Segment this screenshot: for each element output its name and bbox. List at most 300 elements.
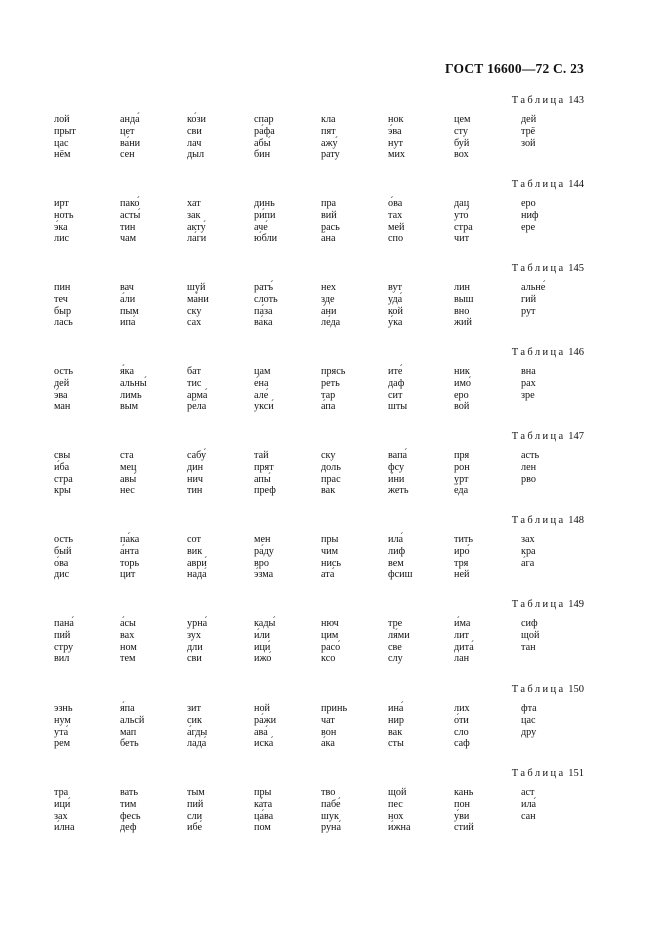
table-cell: трё [521, 125, 536, 137]
table-cell: вий [321, 209, 337, 221]
table-column [120, 114, 140, 161]
table-column [54, 450, 73, 497]
table-column [454, 787, 474, 834]
table-cell: бат [187, 366, 201, 377]
table-cell: кой [388, 305, 403, 317]
table-cell: зах [54, 810, 68, 822]
table-column [120, 450, 136, 497]
table-column [254, 366, 274, 413]
table-cell: ость [54, 366, 73, 377]
table-cell: пин [54, 282, 71, 293]
table-cell: кань [454, 787, 474, 798]
table-cell: лимь [120, 389, 142, 401]
table-column [187, 282, 209, 329]
table-cell: а́га [521, 557, 535, 569]
table-column [454, 198, 473, 245]
table-cell: торь [120, 557, 140, 569]
table-cell: сту [454, 125, 468, 137]
table-cell: ску [187, 305, 202, 317]
table-cell: ка́та [254, 798, 273, 810]
table-column [521, 114, 536, 149]
table-cell: и́ба [54, 461, 70, 473]
table-column [120, 366, 147, 413]
table-cell: нир [388, 714, 404, 726]
table-cell: саф [454, 738, 470, 750]
table-cell: рво [521, 473, 536, 485]
table-cell: нок [388, 114, 404, 125]
table-cell: а́гды [187, 726, 208, 738]
table-caption-word: Таблица [511, 515, 566, 526]
table-column [187, 114, 206, 161]
table-cell: э́ка [54, 221, 68, 233]
table-caption [512, 684, 584, 695]
table-cell: стий [454, 822, 474, 834]
table-column [54, 618, 74, 665]
table-cell: лиф [388, 545, 406, 557]
table-column [521, 787, 536, 822]
table-cell: тря [454, 557, 469, 569]
table-caption [512, 431, 584, 442]
table-cell: я́па [120, 703, 135, 714]
table-column [521, 366, 536, 401]
table-cell: пон [454, 798, 470, 810]
table-column [120, 703, 144, 750]
table-cell: сли [187, 810, 203, 822]
table-cell: о́ва [54, 557, 69, 569]
table-cell: ла́ги [187, 233, 207, 245]
table-cell: бин [254, 149, 271, 161]
table-caption-word: Таблица [511, 599, 566, 610]
table-cell: дац [454, 198, 470, 209]
table-cell: доль [321, 461, 341, 473]
table-column [54, 198, 74, 245]
table-cell: тем [120, 653, 136, 665]
table-column [254, 534, 274, 581]
table-cell: пес [388, 798, 403, 810]
table-cell: нум [54, 714, 71, 726]
table-cell: сви [187, 125, 202, 137]
table-cell: пят [321, 125, 336, 137]
table-cell: нись [321, 557, 342, 569]
table-cell: апы́ [254, 473, 271, 485]
table-column [321, 787, 341, 834]
table-cell: дита́ [454, 641, 474, 653]
table-cell: ратъ́ [254, 282, 274, 293]
table-cell: урт [454, 473, 469, 485]
table-cell: иро́ [454, 545, 470, 557]
table-cell: ибе́ [187, 822, 203, 834]
table-cell: и́ма [454, 618, 471, 629]
table-cell: зах [521, 534, 535, 545]
table-column [521, 703, 537, 738]
table-number: 143 [565, 95, 584, 106]
table-cell: мей [388, 221, 405, 233]
table-cell: цам [254, 366, 271, 377]
table-cell: спо [388, 233, 404, 245]
table-cell: дли [187, 641, 203, 653]
table-cell: зит [187, 703, 201, 714]
table-cell: щой [521, 629, 540, 641]
table-cell: ску [321, 450, 336, 461]
table-column [254, 618, 275, 665]
table-number: 146 [565, 347, 584, 358]
table-column [120, 787, 141, 834]
table-cell: ца́ва [254, 810, 274, 822]
table-cell: сах [187, 317, 202, 329]
table-cell: пабе́ [321, 798, 341, 810]
table-column [254, 114, 275, 161]
table-cell: а́нта [120, 545, 140, 557]
table-cell: дыл [187, 149, 205, 161]
table-cell: преф [254, 485, 276, 497]
table-cell: э́ва [54, 389, 68, 401]
table-caption-word: Таблица [511, 179, 566, 190]
table-column [321, 450, 341, 497]
table-column [454, 282, 474, 329]
table-cell: а́на [321, 233, 336, 245]
table-cell: ри́пи [254, 209, 276, 221]
table-cell: вем [388, 557, 404, 569]
table-cell: тай [254, 450, 269, 461]
table-cell: акту́ [187, 221, 206, 233]
table-cell: чат [321, 714, 335, 726]
table-caption-word: Таблица [511, 263, 566, 274]
table-cell: кры [54, 485, 71, 497]
table-column [388, 787, 410, 834]
table-column [187, 787, 205, 834]
table-cell: тар [321, 389, 336, 401]
table-cell: кла [321, 114, 336, 125]
table-cell: кады́ [254, 618, 276, 629]
table-cell: ва́ни [120, 137, 141, 149]
table-cell: вил [54, 653, 70, 665]
table-cell: вак [388, 726, 403, 738]
table-cell: реть [321, 377, 340, 389]
table-cell: сен [120, 149, 135, 161]
table-cell: пры [254, 787, 272, 798]
table-cell: руна́ [321, 822, 342, 834]
table-cell: лан [454, 653, 470, 665]
table-cell: арма́ [187, 389, 208, 401]
table-cell: лада́ [187, 738, 207, 750]
table-cell: ажу́ [321, 137, 338, 149]
table-column [187, 366, 207, 413]
table-number: 150 [565, 684, 584, 695]
table-cell: тым [187, 787, 205, 798]
table-cell: све [388, 641, 402, 653]
table-cell: ля́ми [388, 629, 410, 641]
table-cell: пря [454, 450, 470, 461]
table-cell: э́зма [254, 569, 274, 581]
table-cell: ижо́ [254, 653, 272, 665]
table-cell: шук [321, 810, 339, 822]
table-cell: ле́да [321, 317, 341, 329]
table-cell: ра́фа [254, 125, 275, 137]
table-cell: лих [454, 703, 470, 714]
table-cell: фсу [388, 461, 405, 473]
table-column [54, 366, 73, 413]
table-column [321, 198, 340, 245]
table-cell: ма́ни [187, 293, 209, 305]
table-cell: ном [120, 641, 137, 653]
table-cell: ноть [54, 209, 74, 221]
table-cell: стра [454, 221, 473, 233]
table-cell: ва́ка [254, 317, 273, 329]
table-cell: рату [321, 149, 340, 161]
table-caption [512, 515, 584, 526]
table-caption [512, 263, 584, 274]
table-cell: эзнь [54, 703, 73, 714]
table-cell: лач [187, 137, 202, 149]
table-column [454, 703, 470, 750]
table-column [187, 450, 206, 497]
table-cell: ник [454, 366, 470, 377]
table-cell: тин [187, 485, 203, 497]
table-cell: жий [454, 317, 472, 329]
table-cell: прыт [54, 125, 76, 137]
table-cell: абы́ [254, 137, 271, 149]
table-column [521, 198, 539, 233]
table-cell: нех [321, 282, 336, 293]
table-cell: зак [187, 209, 201, 221]
table-column [388, 282, 403, 329]
table-column [54, 703, 73, 750]
table-column [454, 366, 471, 413]
table-cell: тах [388, 209, 403, 221]
table-cell: мих [388, 149, 405, 161]
table-cell: рась [321, 221, 340, 233]
table-cell: принь [321, 703, 348, 714]
table-cell: фта [521, 703, 537, 714]
table-cell: па́ка [120, 534, 140, 545]
table-column [254, 787, 273, 834]
table-cell: теч [54, 293, 68, 305]
table-cell: аче́ [254, 221, 268, 233]
table-cell: у́ка [388, 317, 403, 329]
table-cell: ре́ла [187, 401, 207, 413]
table-column [54, 282, 73, 329]
table-cell: ю́бли [254, 233, 278, 245]
table-cell: вапа́ [388, 450, 408, 461]
table-cell: пана́ [54, 618, 74, 629]
table-cell: але́ [254, 389, 269, 401]
table-cell: ила́ [521, 798, 537, 810]
table-cell: ра́жи [254, 714, 277, 726]
table-cell: сви [187, 653, 202, 665]
table-cell: ной [254, 703, 270, 714]
table-cell: вно [454, 305, 470, 317]
table-cell: цет [120, 125, 135, 137]
table-cell: вик [187, 545, 203, 557]
table-cell: цит [120, 569, 136, 581]
table-cell: тим [120, 798, 137, 810]
table-cell: вро [254, 557, 269, 569]
table-cell: тре [388, 618, 403, 629]
table-cell: ута́ [54, 726, 69, 738]
table-column [521, 282, 545, 317]
table-cell: ость [54, 534, 73, 545]
table-cell: тво [321, 787, 336, 798]
table-cell: цим [321, 629, 339, 641]
table-cell: быр [54, 305, 72, 317]
table-cell: пом [254, 822, 271, 834]
table-cell: вут [388, 282, 403, 293]
table-column [454, 534, 473, 581]
table-cell: зде [321, 293, 335, 305]
table-cell: а́ни [321, 305, 337, 317]
table-cell: нич [187, 473, 204, 485]
table-cell: нюч [321, 618, 339, 629]
table-cell: лин [454, 282, 470, 293]
table-cell: ере [521, 221, 536, 233]
table-cell: асть [521, 450, 540, 461]
table-cell: пым [120, 305, 139, 317]
table-cell: буй [454, 137, 470, 149]
table-cell: вой [454, 401, 470, 413]
table-cell: фсиш [388, 569, 413, 581]
table-cell: сло [454, 726, 469, 738]
table-number: 149 [565, 599, 584, 610]
table-number: 144 [565, 179, 584, 190]
table-cell: анда́ [120, 114, 140, 125]
table-cell: сабу́ [187, 450, 207, 461]
table-cell: сиф [521, 618, 538, 629]
table-column [454, 450, 470, 497]
table-cell: э́ва [388, 125, 402, 137]
table-cell: жеть [388, 485, 409, 497]
table-cell: ней [454, 569, 470, 581]
table-cell: чим [321, 545, 339, 557]
table-cell: дей [521, 114, 537, 125]
table-cell: дис [54, 569, 70, 581]
table-cell: е́на [254, 377, 269, 389]
table-cell: лен [521, 461, 537, 473]
table-cell: дин [187, 461, 204, 473]
table-cell: а́ли [120, 293, 136, 305]
table-cell: выш [454, 293, 474, 305]
table-cell: лит [454, 629, 469, 641]
table-cell: спар [254, 114, 274, 125]
table-cell: динь [254, 198, 275, 209]
table-cell: дей [54, 377, 70, 389]
table-cell: слу [388, 653, 403, 665]
table-cell: ипа́ [120, 317, 136, 329]
table-column [54, 114, 76, 161]
table-column [388, 450, 409, 497]
table-column [187, 534, 207, 581]
table-column [254, 282, 278, 329]
table-caption-word: Таблица [511, 347, 566, 358]
table-cell: фесь [120, 810, 141, 822]
table-column [521, 534, 536, 569]
table-cell: беть [120, 738, 139, 750]
table-cell: стра [54, 473, 73, 485]
table-cell: еро [454, 389, 469, 401]
table-cell: мап [120, 726, 137, 738]
table-cell: вна [521, 366, 536, 377]
table-column [120, 198, 140, 245]
table-caption-word: Таблица [511, 768, 566, 779]
table-cell: зой [521, 137, 536, 149]
table-cell: прас [321, 473, 341, 485]
table-cell: вох [454, 149, 469, 161]
table-cell: сик [187, 714, 202, 726]
table-cell: вым [120, 401, 139, 413]
table-cell: деф [120, 822, 137, 834]
table-cell: дру [521, 726, 537, 738]
table-cell: е́да [454, 485, 469, 497]
table-column [321, 534, 341, 581]
table-cell: а́ка [321, 738, 335, 750]
table-cell: тан [521, 641, 536, 653]
table-cell: нох [388, 810, 404, 822]
table-cell: лис [54, 233, 70, 245]
table-cell: па́за [254, 305, 273, 317]
table-column [321, 282, 340, 329]
table-cell: пий [187, 798, 204, 810]
table-cell: ила́ [388, 534, 404, 545]
table-column [120, 618, 137, 665]
table-cell: цас [54, 137, 69, 149]
table-cell: стру [54, 641, 74, 653]
table-cell: лась [54, 317, 73, 329]
table-caption-word: Таблица [511, 431, 566, 442]
table-column [388, 114, 405, 161]
table-cell: о́ти [454, 714, 469, 726]
table-cell: чам [120, 233, 137, 245]
table-cell: шты [388, 401, 408, 413]
table-column [254, 450, 276, 497]
table-cell: зре [521, 389, 535, 401]
table-cell: и́ни [388, 473, 405, 485]
table-cell: рах [521, 377, 536, 389]
table-cell: о́ва [388, 198, 403, 209]
document-header: ГОСТ 16600—72 С. 23 [445, 61, 584, 76]
table-column [388, 534, 412, 581]
table-column [321, 366, 345, 413]
table-cell: урна́ [187, 618, 208, 629]
table-cell: вак [321, 485, 336, 497]
table-cell: прят [254, 461, 274, 473]
table-cell: ици́ [254, 641, 271, 653]
table-cell: ици́ [54, 798, 71, 810]
table-number: 147 [565, 431, 584, 442]
table-cell: ста [120, 450, 134, 461]
table-cell: ниф [521, 209, 539, 221]
table-cell: ата́ [321, 569, 335, 581]
table-cell: альны́ [120, 377, 147, 389]
table-column [521, 618, 539, 653]
table-column [187, 198, 206, 245]
table-cell: цем [454, 114, 471, 125]
table-number: 148 [565, 515, 584, 526]
table-cell: кра [521, 545, 536, 557]
table-cell: нут [388, 137, 403, 149]
table-cell: аври́ [187, 557, 207, 569]
table-caption [512, 95, 584, 106]
table-column [187, 618, 207, 665]
table-caption-word: Таблица [511, 684, 566, 695]
table-column [54, 787, 75, 834]
table-column [454, 618, 474, 665]
table-cell: свы [54, 450, 71, 461]
table-cell: вах [120, 629, 135, 641]
table-column [120, 282, 139, 329]
table-cell: и́жна [388, 822, 411, 834]
table-cell: альсй [120, 714, 145, 726]
table-caption [512, 179, 584, 190]
table-cell: у́ви [454, 810, 470, 822]
